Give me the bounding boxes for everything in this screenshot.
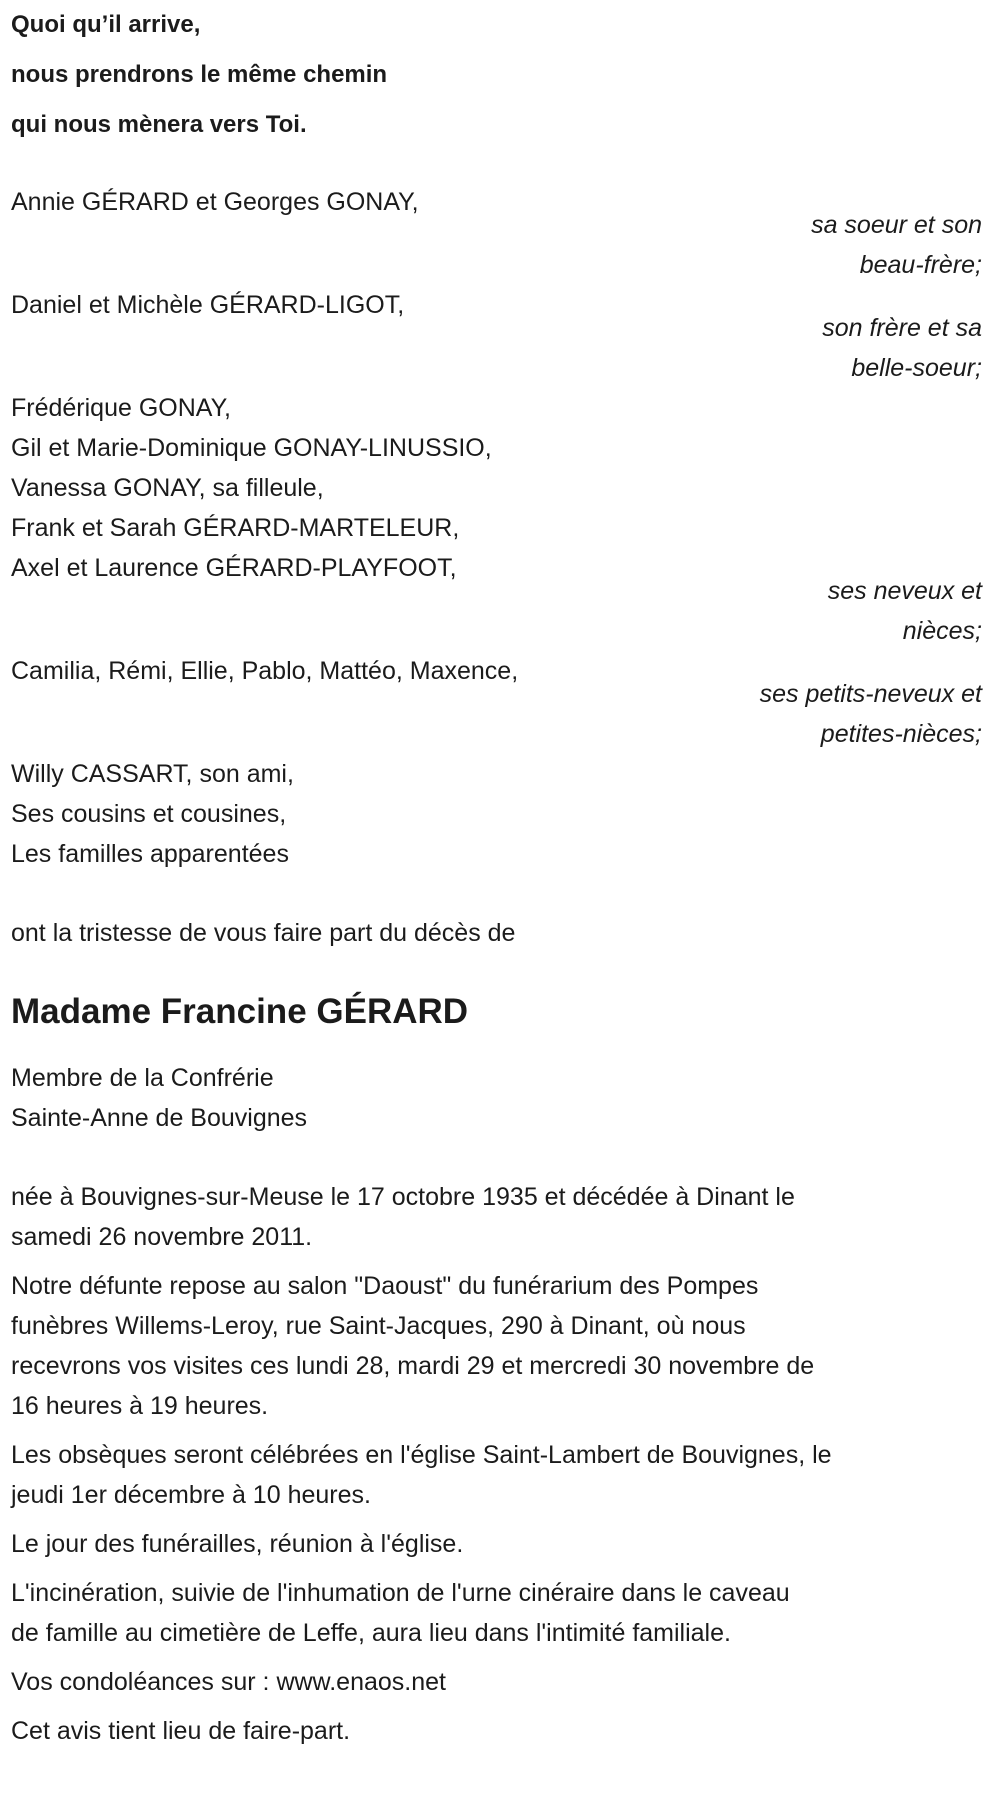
paragraph-line: L'incinération, suivie de l'inhumation de l'urne cinéraire dans le caveau <box>11 1579 790 1607</box>
relation-line: petites-nièces; <box>820 720 982 748</box>
relation-line: son frère et sa <box>822 314 982 342</box>
family-name: Daniel et Michèle GÉRARD-LIGOT, <box>11 291 405 319</box>
paragraph-line: recevrons vos visites ces lundi 28, mardi 29 et mercredi 30 novembre de <box>11 1352 815 1380</box>
paragraph <box>11 1524 985 1564</box>
membership-line: Sainte-Anne de Bouvignes <box>11 1104 308 1132</box>
family-name: Frank et Sarah GÉRARD-MARTELEUR, <box>11 514 460 542</box>
family-name: Axel et Laurence GÉRARD-PLAYFOOT, <box>11 554 457 582</box>
family-group <box>11 285 985 388</box>
family-group <box>11 651 985 754</box>
paragraph <box>11 1177 985 1257</box>
paragraph <box>11 1662 985 1702</box>
relation-line: sa soeur et son <box>811 211 982 239</box>
paragraph <box>11 1573 985 1653</box>
paragraph-line: 16 heures à 19 heures. <box>11 1392 269 1420</box>
relation-line: nièces; <box>902 617 982 645</box>
family-name: Gil et Marie-Dominique GONAY-LINUSSIO, <box>11 434 492 462</box>
paragraph-line: de famille au cimetière de Leffe, aura lieu dans l'intimité familiale. <box>11 1619 731 1647</box>
paragraph <box>11 1266 985 1426</box>
family-name: Camilia, Rémi, Ellie, Pablo, Mattéo, Maxence, <box>11 657 519 685</box>
family-name: Frédérique GONAY, <box>11 394 232 422</box>
paragraph-line: Le jour des funérailles, réunion à l'église. <box>11 1530 464 1558</box>
membership <box>11 1058 985 1138</box>
relation-line: ses petits-neveux et <box>759 680 982 708</box>
family-group <box>11 388 985 651</box>
condolences-line: Vos condoléances sur : www.enaos.net <box>11 1668 446 1696</box>
verse <box>11 0 985 150</box>
relation-line: ses neveux et <box>827 577 982 605</box>
family-name: Annie GÉRARD et Georges GONAY, <box>11 188 419 216</box>
mourner: Willy CASSART, son ami, <box>11 760 294 788</box>
other-mourners <box>11 754 985 874</box>
mourner: Ses cousins et cousines, <box>11 800 287 828</box>
paragraph <box>11 1711 985 1751</box>
family-name: Vanessa GONAY, sa filleule, <box>11 474 324 502</box>
relation-line: belle-soeur; <box>851 354 982 382</box>
paragraph <box>11 1435 985 1515</box>
verse-line: nous prendrons le même chemin <box>11 61 388 88</box>
paragraph-line: samedi 26 novembre 2011. <box>11 1223 313 1251</box>
announcement: ont la tristesse de vous faire part du décès de <box>11 919 516 947</box>
verse-line: qui nous mènera vers Toi. <box>11 111 307 138</box>
paragraph-line: jeudi 1er décembre à 10 heures. <box>11 1481 371 1509</box>
paragraph-line: Les obsèques seront célébrées en l'église Saint-Lambert de Bouvignes, le <box>11 1441 832 1469</box>
paragraph-line: Cet avis tient lieu de faire-part. <box>11 1717 351 1745</box>
relation-line: beau-frère; <box>859 251 982 279</box>
membership-line: Membre de la Confrérie <box>11 1064 274 1092</box>
family-group <box>11 182 985 285</box>
verse-line: Quoi qu’il arrive, <box>11 11 201 38</box>
paragraph-line: Notre défunte repose au salon "Daoust" du funérarium des Pompes <box>11 1272 759 1300</box>
paragraph-line: funèbres Willems-Leroy, rue Saint-Jacques, 290 à Dinant, où nous <box>11 1312 746 1340</box>
mourner: Les familles apparentées <box>11 840 289 868</box>
paragraph-line: née à Bouvignes-sur-Meuse le 17 octobre 1935 et décédée à Dinant le <box>11 1183 795 1211</box>
deceased-name: Madame Francine GÉRARD <box>11 992 469 1031</box>
